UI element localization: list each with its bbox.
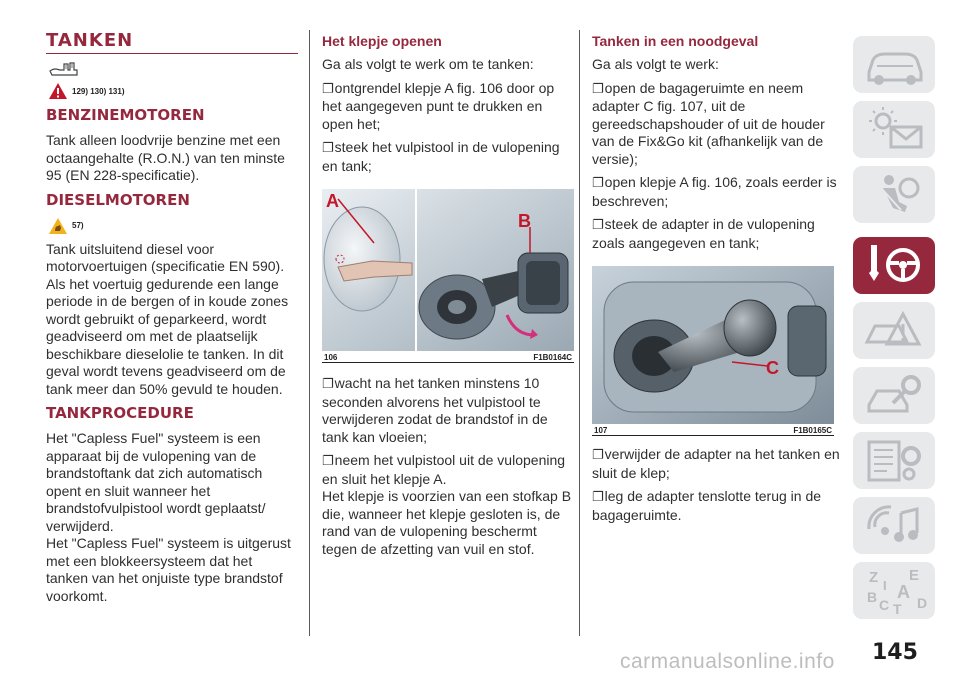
checkbox-glyph: ❐ bbox=[322, 454, 334, 469]
checkbox-glyph: ❐ bbox=[322, 81, 334, 97]
emergency-step-4: ❐verwijder de adapter na het tanken en sluit de klep; bbox=[592, 446, 840, 481]
caution-hand-icon bbox=[48, 217, 68, 235]
procedure-text-1: Het "Capless Fuel" systeem is een apparaat bij de vulopening van de brandstoftank dat zich automatisch opent en sluit wanneer het brandstofvulpistool wordt geplaatst/ verwijderd. bbox=[46, 430, 266, 534]
procedure-text-2: Het "Capless Fuel" systeem is uitgerust met een blokkeersysteem dat het tanken van het onjuiste type brandstof voorkomt. bbox=[46, 535, 291, 604]
section-title: TANKEN bbox=[46, 30, 134, 51]
open-flap-step-3: ❐wacht na het tanken minstens 10 seconden alvorens het vulpistool te verwijderen zodat de brandstof in de tank kan vloeien; bbox=[322, 375, 548, 445]
column-emergency bbox=[592, 30, 844, 524]
figure-106-caption bbox=[322, 351, 574, 362]
key-steering-wheel-icon bbox=[853, 237, 935, 294]
figure-107 bbox=[592, 266, 844, 436]
car-icon bbox=[853, 36, 935, 93]
column-divider bbox=[309, 30, 310, 636]
index-letter-t: T bbox=[893, 601, 902, 617]
column-divider bbox=[579, 30, 580, 636]
title-rule bbox=[46, 53, 298, 54]
index-icon bbox=[853, 562, 935, 619]
emergency-step-2: ❐open klepje A fig. 106, zoals eerder is beschreven; bbox=[592, 174, 837, 209]
fuel-hazard-icon bbox=[48, 60, 82, 78]
index-letter-e: E bbox=[909, 567, 920, 584]
emergency-step-1: ❐open de bagageruimte en neem adapter C fig. 107, uit de gereedschapshouder of uit de houder van de Fix&Go kit (afhankelijk van de versie); bbox=[592, 79, 825, 167]
index-letter-b: B bbox=[867, 589, 878, 605]
caution-refs bbox=[48, 217, 298, 235]
warning-refs bbox=[48, 82, 298, 100]
benzine-text: Tank alleen loodvrije benzine met een octaangehalte (R.O.N.) van ten minste 95 (EN 228-specificatie). bbox=[46, 132, 285, 183]
emergency-step-3: ❐steek de adapter in de vulopening zoals aangegeven en tank; bbox=[592, 216, 815, 251]
checkbox-glyph: ❐ bbox=[322, 141, 334, 156]
tab-maintenance[interactable] bbox=[853, 367, 935, 424]
procedure-heading: TANKPROCEDURE bbox=[46, 404, 194, 422]
column-fuel bbox=[46, 30, 298, 605]
index-letter-d: D bbox=[917, 595, 928, 611]
page-number: 145 bbox=[872, 640, 918, 665]
checkbox-glyph: ❐ bbox=[592, 218, 604, 233]
tab-index[interactable] bbox=[853, 562, 935, 619]
label-b: B bbox=[518, 211, 531, 231]
figure-107-image bbox=[592, 266, 834, 424]
service-icon bbox=[853, 367, 935, 424]
emergency-heading: Tanken in een noodgeval bbox=[592, 33, 759, 49]
diesel-heading: DIESELMOTOREN bbox=[46, 190, 190, 209]
watermark: carmanualsonline.info bbox=[620, 650, 835, 673]
figure-106 bbox=[322, 189, 574, 363]
open-flap-step-2: ❐steek het vulpistool in de vulopening en tank; bbox=[322, 139, 560, 174]
checkbox-glyph: ❐ bbox=[592, 490, 604, 505]
tab-car-overview[interactable] bbox=[853, 36, 935, 93]
open-flap-step-1: ❐ontgrendel klepje A fig. 106 door op het aangegeven punt te drukken en open het; bbox=[322, 79, 555, 132]
checkbox-glyph: ❐ bbox=[592, 81, 604, 97]
column-open-flap bbox=[322, 30, 574, 558]
warning-references: 129) 130) 131) bbox=[72, 86, 125, 96]
adapter-illustration bbox=[592, 266, 834, 424]
index-letter-c: C bbox=[879, 597, 890, 613]
checkbox-glyph: ❐ bbox=[322, 377, 334, 392]
figure-106-image bbox=[322, 189, 574, 351]
index-letter-z: Z bbox=[869, 569, 879, 586]
multimedia-icon bbox=[853, 497, 935, 554]
emergency-intro: Ga als volgt te werk: bbox=[592, 56, 719, 72]
figure-number: 106 bbox=[324, 353, 338, 362]
emergency-step-5: ❐leg de adapter tenslotte terug in de bagageruimte. bbox=[592, 488, 822, 523]
warning-light-icon bbox=[853, 101, 935, 158]
open-flap-intro: Ga als volgt te werk om te tanken: bbox=[322, 56, 534, 72]
tab-safety[interactable] bbox=[853, 166, 935, 223]
tab-technical-data[interactable] bbox=[853, 432, 935, 489]
label-a: A bbox=[326, 191, 339, 211]
figure-code: F1B0164C bbox=[533, 353, 572, 362]
tab-emergency[interactable] bbox=[853, 302, 935, 359]
checkbox-glyph: ❐ bbox=[592, 448, 604, 463]
fuel-flap-illustration bbox=[322, 189, 574, 351]
tab-starting-driving[interactable] bbox=[853, 237, 935, 294]
index-letter-i: I bbox=[883, 578, 887, 593]
breakdown-icon bbox=[853, 302, 935, 359]
diesel-text: Tank uitsluitend diesel voor motorvoertuigen (specificatie EN 590). Als het voertuig gedurende een lange periode in de bergen of in koude zones wordt gebruikt of geparkeerd, wordt geadviseerd om met de plaatselijk beschikbare dieselolie te tanken. In dit geval wordt tevens geadviseerd om de tank meer dan 50% gevuld te houden. bbox=[46, 240, 289, 397]
tab-warning-lights[interactable] bbox=[853, 101, 935, 158]
figure-number: 107 bbox=[594, 426, 608, 435]
seatbelt-airbag-icon bbox=[853, 166, 935, 223]
specifications-icon bbox=[853, 432, 935, 489]
open-flap-note: Het klepje is voorzien van een stofkap B die, wanneer het klepje gesloten is, de rand van de vulopening beschermt tegen de afzetting van vuil en stof. bbox=[322, 488, 572, 557]
tab-multimedia[interactable] bbox=[853, 497, 935, 554]
figure-code: F1B0165C bbox=[793, 426, 832, 435]
open-flap-step-4: ❐neem het vulpistool uit de vulopening en sluit het klepje A. bbox=[322, 452, 566, 487]
benzine-heading: BENZINEMOTOREN bbox=[46, 106, 205, 124]
figure-107-caption bbox=[592, 424, 834, 435]
warning-triangle-icon bbox=[48, 82, 68, 100]
open-flap-heading: Het klepje openen bbox=[322, 33, 442, 49]
checkbox-glyph: ❐ bbox=[592, 176, 604, 191]
label-c: C bbox=[766, 358, 779, 378]
index-letter-a: A bbox=[897, 582, 910, 602]
caution-reference: 57) bbox=[72, 221, 84, 230]
